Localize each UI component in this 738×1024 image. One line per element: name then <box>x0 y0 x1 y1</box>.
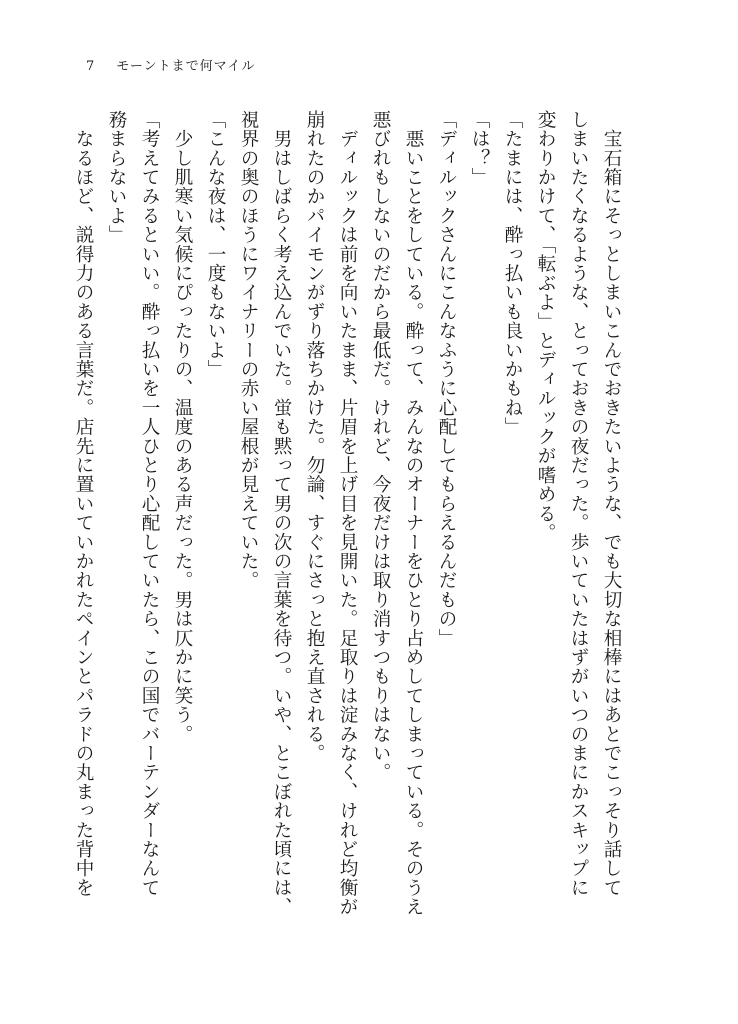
text-line: 悪びれもしないのだから最低だ。けれど、今夜だけは取り消すつもりはない。 <box>370 110 391 782</box>
text-line: 崩れたのかパイモンがずり落ちかけた。勿論、すぐにさっと抱え直される。 <box>304 110 325 763</box>
vertical-text-body <box>73 110 628 970</box>
text-line: 宝石箱にそっとしまいこんでおきたいような、でも大切な相棒にはあとでこっそり話して <box>601 110 622 898</box>
running-title: モーントまで何マイル <box>116 59 256 74</box>
text-line: 「たまには、酔っ払いも良いかもね」 <box>502 110 523 437</box>
page-number: 7 <box>86 59 96 74</box>
page-header <box>86 55 255 74</box>
text-line: 悪いことをしている。酔って、みんなのオーナーをひとり占めしてしまっている。そのうえ <box>403 110 424 917</box>
text-line: 「は？」 <box>469 110 490 187</box>
text-line: 「考えてみるといい。酔っ払いを一人ひとり心配していたら、この国でバーテンダーなんて <box>139 110 160 898</box>
text-line: ディルックは前を向いたまま、片眉を上げ目を見開いた。足取りは淀みなく、けれど均衡が <box>337 110 358 917</box>
text-line: 変わりかけて、「転ぶよ」とディルックが嗜める。 <box>535 110 556 543</box>
text-line: 少し肌寒い気候にぴったりの、温度のある声だった。男は仄かに笑う。 <box>172 110 193 744</box>
text-line: 視界の奥のほうにワイナリーの赤い屋根が見えていた。 <box>238 110 259 590</box>
text-line: なるほど、説得力のある言葉だ。店先に置いていかれたペインとパラドの丸まった背中を <box>73 110 94 898</box>
text-line: 「こんな夜は、一度もないよ」 <box>205 110 226 379</box>
text-line: 男はしばらく考え込んでいた。蛍も黙って男の次の言葉を待つ。いや、とこぼれた頃には、 <box>271 110 292 917</box>
text-line: 「ディルックさんにこんなふうに心配してもらえるんだもの」 <box>436 110 457 648</box>
text-line: しまいたくなるような、とっておきの夜だった。歩いていたはずがいつのまにかスキップに <box>568 110 589 898</box>
text-line: 務まらないよ」 <box>106 110 127 245</box>
